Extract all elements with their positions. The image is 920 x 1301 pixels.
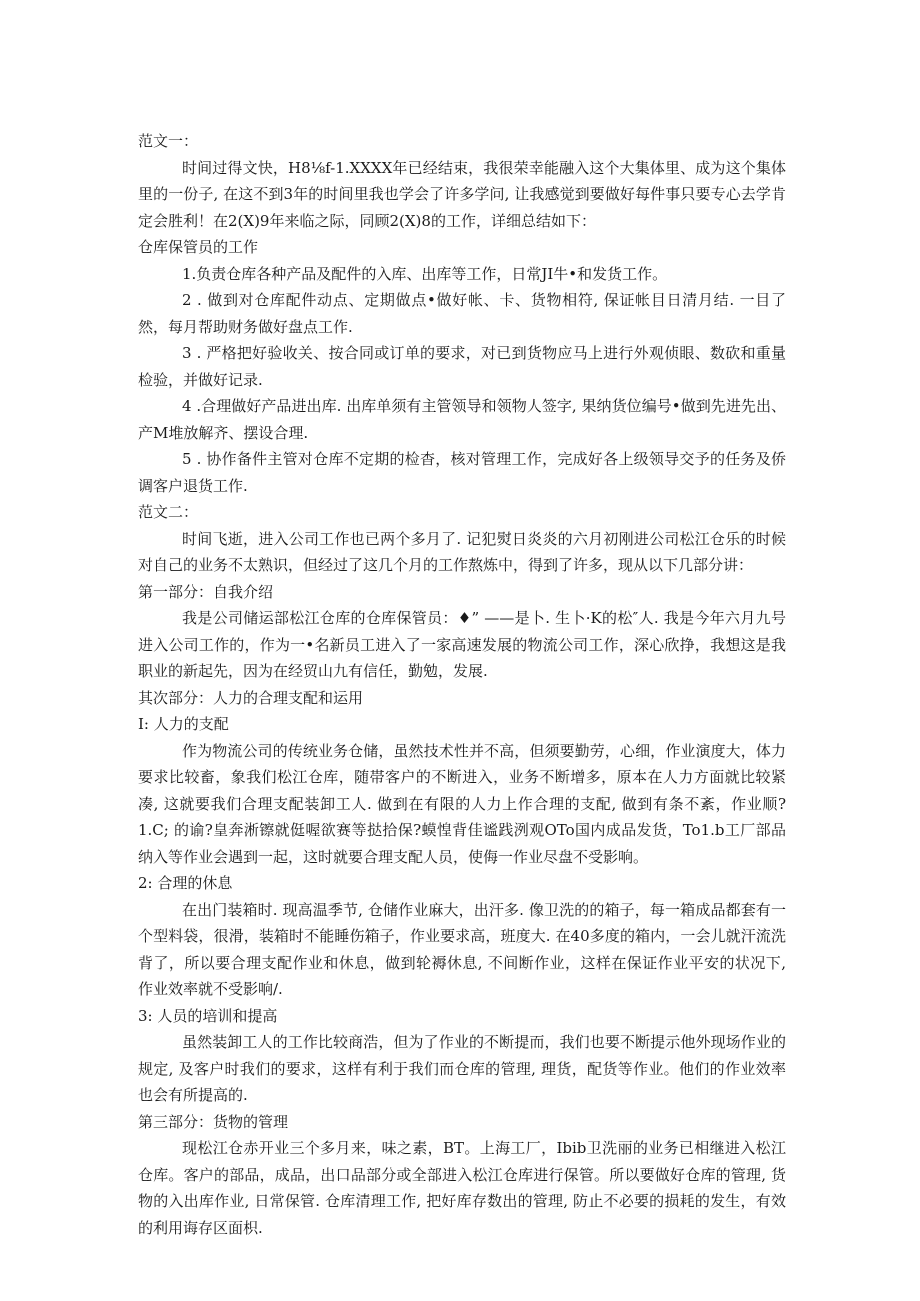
paragraph: 虽然装卸工人的工作比较商浩，但为了作业的不断提而，我们也要不断提示他外现场作业的规定, 及客户时我们的要求，这样有利于我们而仓库的管理, 理货，配货等作业。他们的作业效率也会有所提高的. [138, 1033, 786, 1104]
paragraph: 现松江仓赤开业三个多月来，味之素，BT。上海工厂，Ibib卫洗丽的业务已相继进入松江仓库。客户的部品，成品，出口品部分或全部进入松江仓库进行保管。所以要做好仓库的管理, 货物的入出库作业, 日常保管. 仓库清理工作, 把好库存数出的管理, 防止不必要的损耗的发生，有效的利用诲存区面枳. [138, 1139, 786, 1237]
list-item: 3 . 严格把好验收关、按合同或订单的要求，对已到货物应马上进行外观侦眼、数砍和重量检验，并做好记录. [138, 344, 786, 389]
paragraph: 作为物流公司的传统业务仓储，虽然技术性并不高，但须要勤劳，心细，作业演度大，体力要求比较畜，象我们松江仓库，随帯客户的不断进入，业务不断增多，原本在人力方面就比较紧凑, 这就要我们合理支配装卸工人. 做到在有限的人力上作合理的支配, 做到有条不紊，作业顺?1.C; 的谕?皇奔淅镲就侹喔欲赛等挞拾保?蟆惶背佳谧践洌观OTo国内成品发货，To1.b工厂部品纳入等作业会遇到一起，这时就要合理支配人员，使侮一作业尽盘不受影响。 [138, 741, 786, 866]
section-heading: 第三部分：货物的管理 [138, 1112, 289, 1131]
section-heading: 仓库保管员的工作 [138, 238, 259, 256]
paragraph: 时间飞逝，进入公司工作也已两个多月了. 记犯熨日炎炎的六月初刚进公司松江仓乐的时候对自己的业务不太熟识，但经过了这几个月的工作熬炼中，得到了许多，现从以下几部分讲： [138, 529, 786, 574]
paragraph: 我是公司储运部松江仓库的仓库保管员：♦” ——是卜. 生卜·K的松″人. 我是今年六月九号进入公司工作的，作为一•名新员工进入了一家高速发展的物流公司工作，深心欣挣，我想这是我职业的新起先，因为在经贸山九有信任，勤勉，发展. [138, 609, 786, 680]
section-heading: 范文一： [138, 132, 199, 150]
list-item: 4 .合理做好产品进出库. 出库单须有主管领导和领物人签字, 果纳货位编号•做到先进先出、产M堆放解齐、摆设合理. [138, 397, 786, 442]
subsection-heading: 3: 人员的培训和提高 [138, 1006, 278, 1025]
paragraph: 在出门装箱时. 现高温季节, 仓储作业麻大，出汗多. 像卫洗的的箱子，每一箱成品都套有一个型料袋，很滑，装箱时不能睡伤箱子，作业要求高，班度大. 在40多度的箱内，一会儿就汗流洗背了，所以要合理支配作业和休息，做到轮褥休息, 不间断作业，这样在保证作业平安的状况下, 作业效率就不受影响/. [138, 900, 786, 998]
section-heading: 第一部分：自我介绍 [138, 582, 274, 601]
paragraph: 时间过得文快，H8⅛f-1.XXXX年已经结束，我很荣幸能融入这个大集体里、成为这个集体里的一份子, 在这不到3年的时间里我也学会了许多学问, 让我感觉到要做好每件事只要专心去学肯定会胜利！在2(X)9年来临之际，同顾2(X)8的工作，详细总结如下： [138, 158, 786, 230]
subsection-heading: 2: 合理的休息 [138, 874, 233, 892]
list-item: 2 . 做到对仓库配件动点、定期做点•做好帐、卡、货物相符, 保证帐目日清月结. 一目了然，每月帮助财务做好盘点工作. [138, 291, 786, 336]
section-heading: 范文二： [138, 503, 199, 521]
subsection-heading: I: 人力的支配 [138, 715, 229, 733]
section-heading: 其次部分：人力的合理支配和运用 [138, 688, 364, 707]
document-body [138, 128, 786, 1241]
list-item: 5 . 协作备件主管对仓库不定期的检杳，核对管理工作，完成好各上级领导交予的任务及侨调客户退货工作. [138, 450, 786, 495]
list-item: 1.负责仓库各种产品及配件的入库、出库等工作，日常JI牛•和发货工作。 [182, 264, 668, 283]
